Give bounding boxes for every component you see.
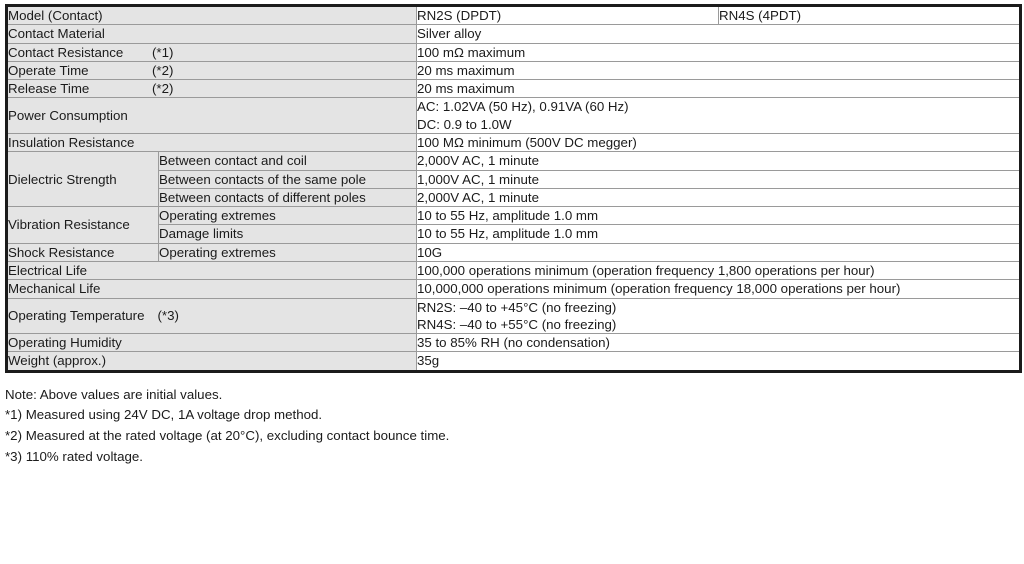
row-label-cell (7, 61, 417, 79)
table-row (7, 170, 1021, 188)
sub-label-text: Between contact and coil (159, 153, 307, 169)
header-model-b-cell (719, 6, 1021, 25)
table-row (7, 25, 1021, 43)
row-label-text: Operate Time (8, 62, 89, 78)
row-value-cell (417, 133, 1021, 151)
table-row (7, 61, 1021, 79)
row-label-cell (7, 334, 417, 352)
relay-specification-table (5, 4, 1022, 373)
row-value-text: 35g (417, 353, 440, 369)
header-model-a-text: RN2S (DPDT) (417, 8, 502, 23)
row-label-wrap (8, 44, 416, 61)
row-label-text: Weight (approx.) (8, 353, 107, 369)
table-row (7, 352, 1021, 371)
table-row (7, 80, 1021, 98)
row-label-cell-vibration-resistance (7, 207, 159, 244)
row-label-text: Dielectric Strength (8, 171, 117, 187)
row-label-text: Insulation Resistance (8, 134, 135, 150)
row-value-text: 1,000V AC, 1 minute (417, 171, 539, 187)
row-value-cell (417, 188, 1021, 206)
row-value-text: 100 MΩ minimum (500V DC megger) (417, 134, 637, 150)
row-label-text: Contact Resistance (8, 44, 124, 60)
specification-sheet (0, 4, 1024, 564)
table-row (7, 243, 1021, 261)
sub-label-text: Between contacts of the same pole (159, 171, 366, 187)
row-label-cell (7, 80, 417, 98)
row-value-text: 2,000V AC, 1 minute (417, 153, 539, 169)
row-value-cell (417, 280, 1021, 298)
table-row (7, 280, 1021, 298)
row-label-wrap (8, 80, 416, 97)
row-label-cell (7, 43, 417, 61)
row-value-line-1: AC: 1.02VA (50 Hz), 0.91VA (60 Hz) (417, 99, 629, 115)
row-value-cell (417, 334, 1021, 352)
row-value-cell (417, 207, 1021, 225)
row-value-text: 10,000,000 operations minimum (operation frequency 18,000 operations per hour) (417, 281, 901, 297)
row-value-cell (417, 61, 1021, 79)
row-label-text: Contact Material (8, 26, 105, 42)
table-row (7, 188, 1021, 206)
row-value-cell (417, 225, 1021, 243)
table-row (7, 152, 1021, 170)
row-label-text: Operating Humidity (8, 335, 122, 351)
sub-label-cell (159, 225, 417, 243)
footnote-marker: (*2) (152, 81, 174, 97)
footnotes-block (5, 385, 1024, 468)
row-label-cell (7, 261, 417, 279)
table-row (7, 133, 1021, 151)
row-label-wrap (8, 62, 416, 79)
row-value-cell (417, 152, 1021, 170)
sub-label-text: Between contacts of different poles (159, 189, 366, 205)
row-value-cell (417, 80, 1021, 98)
table-row (7, 43, 1021, 61)
row-label-text: Mechanical Life (8, 281, 101, 297)
sub-label-cell (159, 243, 417, 261)
row-value-cell (417, 352, 1021, 371)
row-value-cell (417, 243, 1021, 261)
row-label-text: Release Time (8, 81, 90, 97)
footnote-1: *1) Measured using 24V DC, 1A voltage drop method. (5, 407, 323, 423)
table-row (7, 225, 1021, 243)
row-value-cell (417, 43, 1021, 61)
footnote-marker: (*2) (152, 62, 174, 78)
row-label-cell (7, 352, 417, 371)
footnote-note: Note: Above values are initial values. (5, 386, 223, 402)
row-label-cell (7, 133, 417, 151)
row-value-cell (417, 261, 1021, 279)
row-value-text: 20 ms maximum (417, 62, 515, 78)
table-row (7, 207, 1021, 225)
table-row (7, 298, 1021, 334)
row-label-text: Operating Temperature (8, 308, 145, 324)
row-label-text: Shock Resistance (8, 244, 115, 260)
row-label-cell-operating-temperature (7, 298, 417, 334)
sub-label-text: Damage limits (159, 226, 244, 242)
header-model-a-cell (417, 6, 719, 25)
row-value-line-2: DC: 0.9 to 1.0W (417, 116, 512, 132)
row-value-line-2: RN4S: –40 to +55°C (no freezing) (417, 316, 617, 332)
row-label-cell (7, 280, 417, 298)
row-value-text: 2,000V AC, 1 minute (417, 189, 539, 205)
row-label-cell (7, 25, 417, 43)
row-label-cell-shock-resistance (7, 243, 159, 261)
footnote-marker: (*3) (157, 308, 179, 324)
header-label-cell (7, 6, 417, 25)
footnote-2: *2) Measured at the rated voltage (at 20°C), excluding contact bounce time. (5, 428, 450, 444)
row-label-cell-dielectric-strength (7, 152, 159, 207)
footnote-3: *3) 110% rated voltage. (5, 448, 143, 464)
sub-label-cell (159, 188, 417, 206)
table-row (7, 98, 1021, 134)
table-header-row (7, 6, 1021, 25)
row-label-text: Power Consumption (8, 108, 128, 124)
sub-label-cell (159, 170, 417, 188)
row-value-text: Silver alloy (417, 26, 482, 42)
row-value-text: 100 mΩ maximum (417, 44, 526, 60)
row-value-cell (417, 98, 1021, 134)
row-value-text: 10G (417, 244, 443, 260)
row-label-text: Electrical Life (8, 262, 88, 278)
row-value-text: 100,000 operations minimum (operation frequency 1,800 operations per hour) (417, 262, 875, 278)
sub-label-cell (159, 207, 417, 225)
sub-label-cell (159, 152, 417, 170)
row-value-line-1: RN2S: –40 to +45°C (no freezing) (417, 299, 617, 315)
row-value-cell (417, 25, 1021, 43)
row-value-text: 10 to 55 Hz, amplitude 1.0 mm (417, 208, 599, 224)
row-label-text: Vibration Resistance (8, 217, 130, 233)
table-row (7, 334, 1021, 352)
header-label-text: Model (Contact) (8, 8, 103, 23)
sub-label-text: Operating extremes (159, 244, 276, 260)
row-value-cell (417, 298, 1021, 334)
footnote-marker: (*1) (152, 44, 174, 60)
sub-label-text: Operating extremes (159, 208, 276, 224)
table-row (7, 261, 1021, 279)
row-value-text: 10 to 55 Hz, amplitude 1.0 mm (417, 226, 599, 242)
row-value-cell (417, 170, 1021, 188)
row-value-text: 35 to 85% RH (no condensation) (417, 335, 610, 351)
row-value-text: 20 ms maximum (417, 81, 515, 97)
row-label-cell (7, 98, 417, 134)
header-model-b-text: RN4S (4PDT) (719, 8, 802, 23)
